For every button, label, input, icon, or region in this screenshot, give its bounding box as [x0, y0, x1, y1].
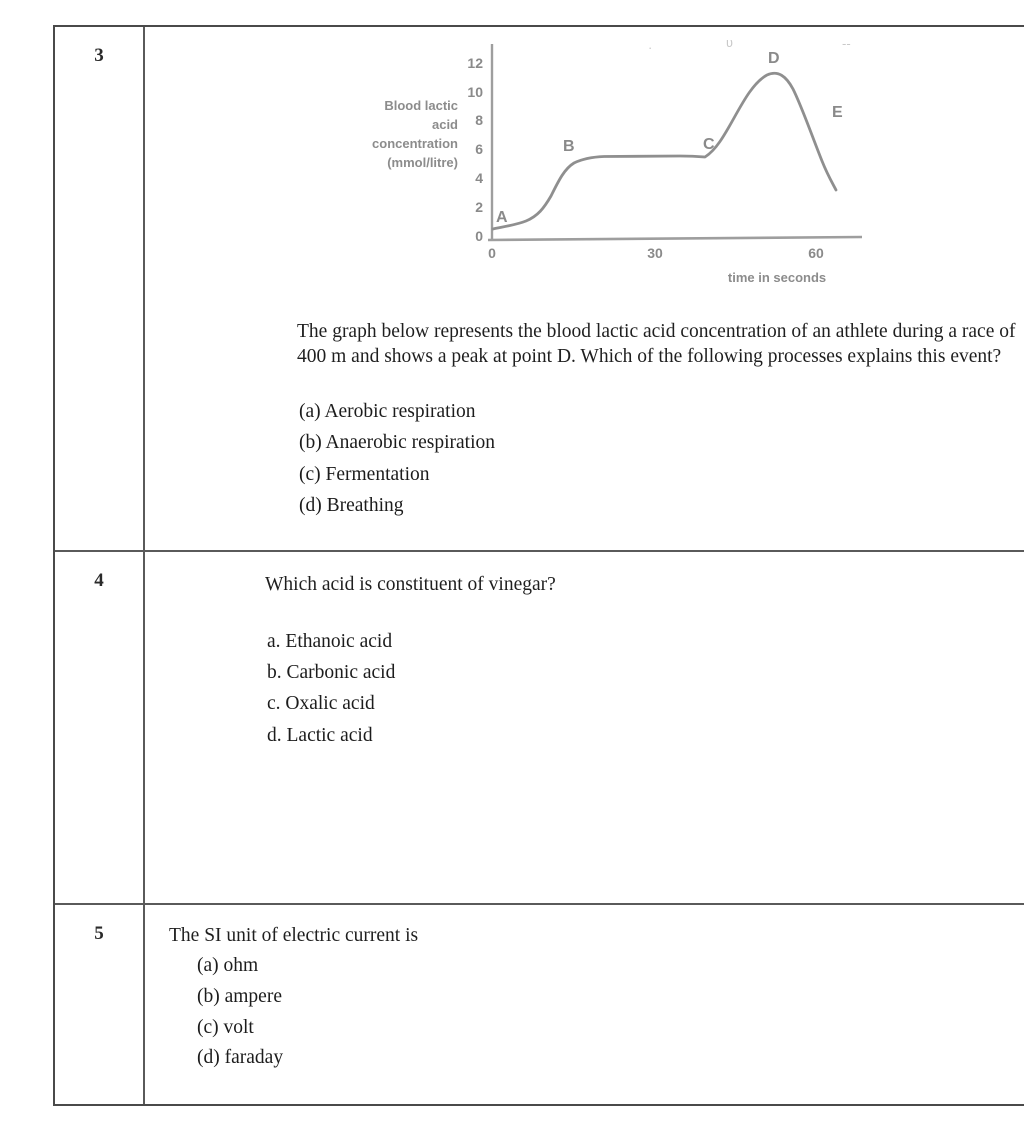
option-c[interactable]: (c) volt: [197, 1016, 254, 1038]
question-3-options: [145, 370, 1024, 522]
question-4-options: [145, 596, 1024, 751]
scan-artifact-2: ʋ: [726, 35, 734, 50]
option-d[interactable]: (d) Breathing: [299, 495, 404, 517]
question-3-stem: The graph below represents the blood lactic acid concentration of an athlete during a race of 400 m and shows a peak at point D. Which of the following processes explains this event?: [297, 321, 1016, 368]
y-tick-label-4: 4: [475, 170, 483, 186]
y-tick-label-2: 2: [475, 199, 483, 215]
x-tick-label-30: 30: [647, 245, 663, 261]
lactic-acid-curve: [493, 73, 836, 229]
question-body-cell: [145, 905, 1024, 1104]
option-b[interactable]: (b) ampere: [197, 985, 282, 1007]
question-5-options: [145, 947, 1024, 1074]
lactic-acid-graph-figure: [145, 27, 1024, 319]
option-b[interactable]: b. Carbonic acid: [267, 662, 396, 684]
curve-point-label-D: D: [768, 50, 780, 67]
question-4-stem: Which acid is constituent of vinegar?: [265, 574, 556, 595]
option-c[interactable]: c. Oxalic acid: [267, 693, 375, 715]
scan-artifact-3: --: [842, 36, 851, 51]
question-number: 3: [94, 45, 104, 66]
table-row: [55, 552, 1024, 905]
curve-point-label-C: C: [703, 136, 715, 153]
y-axis-label-line-3: concentration: [372, 136, 458, 151]
y-axis-label-line-2: acid: [431, 117, 458, 132]
x-tick-label-60: 60: [808, 245, 824, 261]
table-row: [55, 905, 1024, 1104]
option-a[interactable]: a. Ethanoic acid: [267, 631, 393, 652]
question-5-stem: The SI unit of electric current is: [169, 925, 419, 946]
question-table: [53, 25, 1024, 1106]
blood-lactic-acid-line-chart: [330, 32, 970, 312]
option-b[interactable]: (b) Anaerobic respiration: [299, 432, 496, 454]
curve-point-label-E: E: [832, 104, 843, 121]
question-number-cell: [55, 27, 145, 550]
y-axis-label-line-4: (mmol/litre): [387, 155, 458, 170]
option-d[interactable]: (d) faraday: [197, 1047, 284, 1069]
curve-point-label-A: A: [496, 209, 508, 226]
x-tick-label-0: 0: [488, 245, 496, 261]
option-a[interactable]: (a) Aerobic respiration: [299, 400, 476, 422]
y-tick-label-8: 8: [475, 112, 483, 128]
option-a[interactable]: (a) ohm: [197, 955, 259, 976]
y-tick-label-12: 12: [467, 55, 483, 71]
question-number: 4: [94, 570, 104, 591]
y-tick-label-0: 0: [475, 228, 483, 244]
question-body-cell: [145, 27, 1024, 550]
curve-point-label-B: B: [563, 138, 575, 155]
question-number-cell: [55, 552, 145, 903]
y-tick-label-10: 10: [467, 84, 483, 100]
table-row: [55, 27, 1024, 552]
y-axis-label-line-1: Blood lactic: [384, 98, 458, 113]
option-c[interactable]: (c) Fermentation: [299, 463, 430, 485]
scan-artifact-1: ·: [648, 40, 653, 55]
option-d[interactable]: d. Lactic acid: [267, 724, 373, 746]
x-axis-label: time in seconds: [727, 270, 827, 285]
x-axis-line: [488, 237, 862, 240]
question-number: 5: [94, 923, 104, 944]
question-number-cell: [55, 905, 145, 1104]
y-tick-label-6: 6: [475, 141, 483, 157]
question-body-cell: [145, 552, 1024, 903]
